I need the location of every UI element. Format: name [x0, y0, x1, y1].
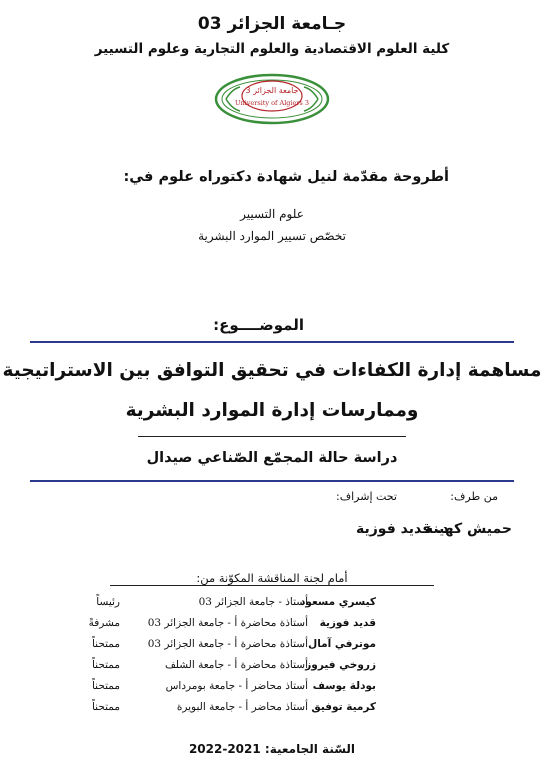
jury-divider [110, 585, 434, 586]
jury-member-title: أستاذ - جامعة الجزائر 03 [198, 596, 308, 608]
faculty-name: كلية العلوم الاقتصادية والعلوم التجارية وعلوم التسيير [94, 41, 450, 57]
jury-member-name: بودلة يوسف [312, 680, 376, 692]
supervisor-name: د. قديد فوزية [356, 521, 449, 537]
university-name: جـامعة الجزائر 03 [197, 14, 347, 34]
jury-row [0, 701, 544, 721]
jury-member-title: أستاذة محاضرة أ - جامعة الشلف [164, 659, 308, 671]
thesis-field: علوم التسيير [240, 207, 304, 221]
jury-row [0, 680, 544, 700]
jury-member-title: أستاذ محاضر أ - جامعة بومرداس [165, 680, 308, 692]
author-label: من طرف: [450, 490, 498, 503]
jury-member-role: ممتحناً [91, 701, 120, 713]
jury-member-role: رئيساً [96, 596, 120, 608]
thesis-title-line2: وممارسات إدارة الموارد البشرية [125, 400, 419, 421]
jury-member-name: موترفي آمال [308, 638, 376, 650]
jury-member-title: أستاذة محاضرة أ - جامعة الجزائر 03 [147, 638, 308, 650]
jury-member-name: كيسري مسعود [300, 596, 376, 608]
jury-member-title: أستاذة محاضرة أ - جامعة الجزائر 03 [147, 617, 308, 629]
supervisor-label: تحت إشراف: [336, 490, 397, 503]
thesis-specialty: تخصّص تسيير الموارد البشرية [198, 229, 346, 243]
jury-member-role: مشرفةً [88, 617, 120, 629]
jury-row [0, 617, 544, 637]
academic-year: السّنة الجامعية: 2021-2022 [188, 742, 356, 756]
jury-member-role: ممتحناً [91, 659, 120, 671]
topic-label: الموضــــوع: [213, 316, 304, 334]
jury-row [0, 596, 544, 616]
jury-member-name: قديد فوزية [319, 617, 376, 629]
divider-bottom [30, 480, 514, 482]
logo-text-english: University of Algiers 3 [234, 99, 310, 107]
jury-member-role: ممتحناً [91, 680, 120, 692]
author-name: حميش كهينة [424, 521, 512, 537]
thesis-label: أطروحة مقدّمة لنيل شهادة دكتوراه علوم في: [123, 169, 449, 185]
jury-row [0, 659, 544, 679]
jury-member-name: زروخي فيروز [305, 659, 376, 671]
jury-title: أمام لجنة المناقشة المكوّنة من: [196, 571, 348, 585]
logo-text-arabic: جامعة الجزائر 3 [245, 86, 299, 95]
thesis-title-line1: مساهمة إدارة الكفاءات في تحقيق التوافق بين الاستراتيجية [2, 360, 542, 381]
jury-member-name: كرمية توفيق [311, 701, 376, 713]
divider-title [138, 436, 406, 437]
university-logo [212, 70, 332, 128]
case-study: دراسة حالة المجمّع الصّناعي صيدال [146, 450, 398, 466]
jury-member-role: ممتحناً [91, 638, 120, 650]
jury-row [0, 638, 544, 658]
divider-top [30, 341, 514, 343]
jury-member-title: أستاذ محاضر أ - جامعة البويرة [176, 701, 308, 713]
